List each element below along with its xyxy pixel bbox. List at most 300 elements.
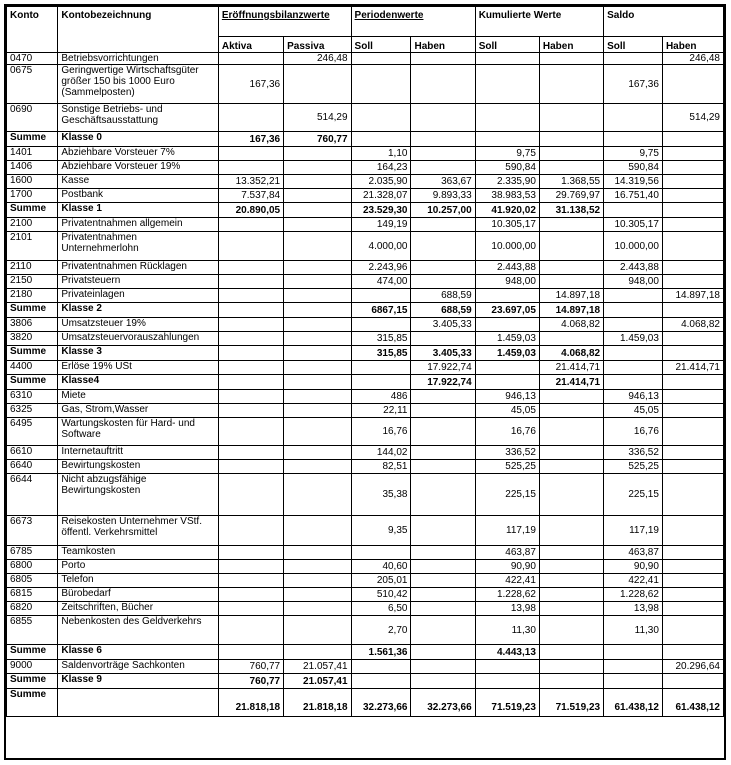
amount-cell [662, 261, 723, 275]
amount-cell [284, 275, 351, 289]
account-row [7, 602, 724, 616]
account-row [7, 588, 724, 602]
amount-cell [411, 275, 475, 289]
header-group-eroeffnung: Eröffnungsbilanzwerte [218, 7, 351, 37]
account-name: Klasse4 [58, 375, 219, 390]
account-name: Teamkosten [58, 546, 219, 560]
header-row-groups [7, 7, 724, 37]
amount-cell [539, 616, 603, 645]
amount-cell: 1.228,62 [604, 588, 663, 602]
amount-cell [411, 218, 475, 232]
account-name: Privatentnahmen Unternehmerlohn [58, 232, 219, 261]
amount-cell [662, 65, 723, 104]
amount-cell [411, 232, 475, 261]
amount-cell [284, 332, 351, 346]
account-number: 2150 [7, 275, 58, 289]
amount-cell [284, 404, 351, 418]
amount-cell: 4.443,13 [475, 645, 539, 660]
amount-cell: 21.057,41 [284, 674, 351, 689]
account-row [7, 332, 724, 346]
amount-cell: 117,19 [475, 516, 539, 546]
amount-cell [662, 616, 723, 645]
total-value: 71.519,23 [475, 689, 539, 717]
amount-cell [218, 616, 283, 645]
amount-cell [218, 588, 283, 602]
amount-cell [539, 65, 603, 104]
amount-cell [539, 516, 603, 546]
total-row [7, 689, 724, 717]
amount-cell [411, 602, 475, 616]
amount-cell [662, 460, 723, 474]
amount-cell: 167,36 [218, 65, 283, 104]
amount-cell: 10.257,00 [411, 203, 475, 218]
amount-cell: 4.068,82 [662, 318, 723, 332]
amount-cell [539, 418, 603, 446]
account-number: 4400 [7, 361, 58, 375]
amount-cell [218, 232, 283, 261]
amount-cell: 688,59 [411, 289, 475, 303]
account-number: 6610 [7, 446, 58, 460]
amount-cell [284, 446, 351, 460]
amount-cell: 946,13 [604, 390, 663, 404]
account-name: Betriebsvorrichtungen [58, 53, 219, 65]
amount-cell: 22,11 [351, 404, 411, 418]
amount-cell: 246,48 [284, 53, 351, 65]
amount-cell: 946,13 [475, 390, 539, 404]
amount-cell [284, 516, 351, 546]
amount-cell [662, 275, 723, 289]
amount-cell [662, 390, 723, 404]
amount-cell [604, 132, 663, 147]
amount-cell: 149,19 [351, 218, 411, 232]
account-row [7, 418, 724, 446]
amount-cell: 41.920,02 [475, 203, 539, 218]
account-number: 6820 [7, 602, 58, 616]
account-number: 1406 [7, 161, 58, 175]
amount-cell: 422,41 [604, 574, 663, 588]
amount-cell [218, 574, 283, 588]
amount-cell [218, 446, 283, 460]
amount-cell: 1.368,55 [539, 175, 603, 189]
account-number: 6325 [7, 404, 58, 418]
amount-cell: 7.537,84 [218, 189, 283, 203]
amount-cell [284, 588, 351, 602]
amount-cell [218, 161, 283, 175]
amount-cell: 4.000,00 [351, 232, 411, 261]
amount-cell: 10.305,17 [475, 218, 539, 232]
amount-cell: 2.243,96 [351, 261, 411, 275]
amount-cell [662, 132, 723, 147]
amount-cell: 2.335,90 [475, 175, 539, 189]
amount-cell: 10.000,00 [475, 232, 539, 261]
header-sub-passiva: Passiva [284, 37, 351, 53]
amount-cell: 6,50 [351, 602, 411, 616]
amount-cell: 463,87 [475, 546, 539, 560]
amount-cell [662, 546, 723, 560]
amount-cell [662, 588, 723, 602]
amount-cell: 21.057,41 [284, 660, 351, 674]
account-number: Summe [7, 132, 58, 147]
account-number: 6644 [7, 474, 58, 516]
account-number: 6673 [7, 516, 58, 546]
amount-cell: 463,87 [604, 546, 663, 560]
summary-row [7, 645, 724, 660]
amount-cell: 9.893,33 [411, 189, 475, 203]
amount-cell [411, 674, 475, 689]
amount-cell [604, 303, 663, 318]
amount-cell [662, 645, 723, 660]
amount-cell: 16,76 [475, 418, 539, 446]
amount-cell: 14.897,18 [539, 289, 603, 303]
amount-cell [218, 602, 283, 616]
amount-cell [218, 390, 283, 404]
account-name: Umsatzsteuer 19% [58, 318, 219, 332]
amount-cell [539, 660, 603, 674]
account-name: Internetauftritt [58, 446, 219, 460]
account-row [7, 460, 724, 474]
amount-cell: 17.922,74 [411, 361, 475, 375]
account-name: Telefon [58, 574, 219, 588]
amount-cell [218, 560, 283, 574]
amount-cell: 525,25 [604, 460, 663, 474]
amount-cell [351, 132, 411, 147]
total-value: 61.438,12 [604, 689, 663, 717]
amount-cell: 2.443,88 [475, 261, 539, 275]
amount-cell: 688,59 [411, 303, 475, 318]
account-row [7, 361, 724, 375]
amount-cell: 21.328,07 [351, 189, 411, 203]
account-row [7, 175, 724, 189]
amount-cell [284, 175, 351, 189]
amount-cell [604, 318, 663, 332]
account-row [7, 289, 724, 303]
amount-cell [284, 161, 351, 175]
amount-cell [411, 132, 475, 147]
amount-cell: 16,76 [604, 418, 663, 446]
account-name: Klasse 1 [58, 203, 219, 218]
amount-cell [539, 460, 603, 474]
header-sub-haben: Haben [411, 37, 475, 53]
amount-cell [218, 418, 283, 446]
amount-cell [475, 65, 539, 104]
amount-cell: 90,90 [475, 560, 539, 574]
amount-cell: 164,23 [351, 161, 411, 175]
amount-cell [539, 261, 603, 275]
account-name: Reisekosten Unternehmer VStf. öffentl. Verkehrsmittel [58, 516, 219, 546]
amount-cell: 2.443,88 [604, 261, 663, 275]
account-row [7, 161, 724, 175]
amount-cell: 514,29 [284, 104, 351, 132]
amount-cell [662, 404, 723, 418]
amount-cell: 246,48 [662, 53, 723, 65]
amount-cell: 6867,15 [351, 303, 411, 318]
amount-cell [411, 446, 475, 460]
amount-cell [218, 474, 283, 516]
account-name: Privateinlagen [58, 289, 219, 303]
amount-cell: 1.459,03 [475, 346, 539, 361]
account-row [7, 660, 724, 674]
total-value: 61.438,12 [662, 689, 723, 717]
amount-cell [662, 574, 723, 588]
amount-cell [284, 232, 351, 261]
account-name: Zeitschriften, Bücher [58, 602, 219, 616]
account-number: 0470 [7, 53, 58, 65]
total-value: 21.818,18 [284, 689, 351, 717]
account-number: 6785 [7, 546, 58, 560]
amount-cell [662, 189, 723, 203]
amount-cell [475, 104, 539, 132]
amount-cell [218, 546, 283, 560]
amount-cell: 1,10 [351, 147, 411, 161]
header-group-perioden: Periodenwerte [351, 7, 475, 37]
account-row [7, 232, 724, 261]
amount-cell [662, 346, 723, 361]
amount-cell [604, 674, 663, 689]
amount-cell: 3.405,33 [411, 318, 475, 332]
amount-cell [218, 53, 283, 65]
amount-cell [539, 560, 603, 574]
amount-cell [351, 546, 411, 560]
amount-cell [411, 560, 475, 574]
account-sheet [4, 4, 726, 760]
amount-cell [475, 289, 539, 303]
account-row [7, 104, 724, 132]
amount-cell [411, 588, 475, 602]
account-name: Miete [58, 390, 219, 404]
account-number: 6815 [7, 588, 58, 602]
amount-cell: 514,29 [662, 104, 723, 132]
account-row [7, 546, 724, 560]
amount-cell: 14.897,18 [662, 289, 723, 303]
amount-cell: 10.000,00 [604, 232, 663, 261]
amount-cell: 315,85 [351, 346, 411, 361]
amount-cell [604, 203, 663, 218]
account-name: Nicht abzugsfähige Bewirtungskosten [58, 474, 219, 516]
account-name: Postbank [58, 189, 219, 203]
account-row [7, 404, 724, 418]
amount-cell [411, 404, 475, 418]
amount-cell [539, 588, 603, 602]
account-row [7, 275, 724, 289]
amount-cell: 38.983,53 [475, 189, 539, 203]
amount-cell [662, 516, 723, 546]
amount-cell [218, 289, 283, 303]
amount-cell: 20.296,64 [662, 660, 723, 674]
amount-cell [284, 418, 351, 446]
amount-cell: 760,77 [218, 674, 283, 689]
amount-cell [475, 53, 539, 65]
amount-cell [351, 674, 411, 689]
amount-cell [539, 390, 603, 404]
account-row [7, 474, 724, 516]
amount-cell [218, 460, 283, 474]
amount-cell: 1.228,62 [475, 588, 539, 602]
account-name: Privatentnahmen allgemein [58, 218, 219, 232]
amount-cell: 590,84 [475, 161, 539, 175]
amount-cell: 4.068,82 [539, 318, 603, 332]
account-number: Summe [7, 645, 58, 660]
header-konto: Konto [7, 7, 58, 53]
header-sub-haben: Haben [539, 37, 603, 53]
amount-cell: 167,36 [218, 132, 283, 147]
amount-cell: 40,60 [351, 560, 411, 574]
amount-cell: 45,05 [475, 404, 539, 418]
summary-row [7, 674, 724, 689]
account-name: Bürobedarf [58, 588, 219, 602]
amount-cell [218, 516, 283, 546]
account-name: Sonstige Betriebs- und Geschäftsausstattung [58, 104, 219, 132]
amount-cell [218, 318, 283, 332]
account-name: Umsatzsteuervorauszahlungen [58, 332, 219, 346]
amount-cell: 11,30 [475, 616, 539, 645]
total-spacer [58, 689, 219, 717]
amount-cell: 760,77 [218, 660, 283, 674]
account-number: 6805 [7, 574, 58, 588]
amount-cell [284, 602, 351, 616]
amount-cell [284, 346, 351, 361]
amount-cell [218, 645, 283, 660]
table-body [7, 53, 724, 689]
amount-cell [351, 318, 411, 332]
amount-cell [604, 346, 663, 361]
amount-cell [284, 147, 351, 161]
amount-cell [284, 203, 351, 218]
account-number: 6310 [7, 390, 58, 404]
account-number: 6855 [7, 616, 58, 645]
account-row [7, 574, 724, 588]
total-value: 21.818,18 [218, 689, 283, 717]
amount-cell: 422,41 [475, 574, 539, 588]
account-number: Summe [7, 375, 58, 390]
amount-cell: 2.035,90 [351, 175, 411, 189]
amount-cell [662, 332, 723, 346]
amount-cell [662, 147, 723, 161]
amount-cell: 13.352,21 [218, 175, 283, 189]
amount-cell [284, 375, 351, 390]
amount-cell [539, 275, 603, 289]
amount-cell: 9,75 [475, 147, 539, 161]
amount-cell [218, 332, 283, 346]
amount-cell: 45,05 [604, 404, 663, 418]
amount-cell [284, 460, 351, 474]
amount-cell: 13,98 [604, 602, 663, 616]
amount-cell [284, 218, 351, 232]
amount-cell [284, 318, 351, 332]
amount-cell [411, 574, 475, 588]
amount-cell [539, 332, 603, 346]
account-name: Geringwertige Wirtschaftsgüter größer 150 bis 1000 Euro (Sammelposten) [58, 65, 219, 104]
account-number: 3806 [7, 318, 58, 332]
amount-cell [662, 560, 723, 574]
amount-cell [351, 104, 411, 132]
amount-cell [539, 218, 603, 232]
total-value: 32.273,66 [351, 689, 411, 717]
amount-cell: 9,35 [351, 516, 411, 546]
amount-cell: 20.890,05 [218, 203, 283, 218]
amount-cell [539, 53, 603, 65]
amount-cell [411, 261, 475, 275]
total-label: Summe [7, 689, 58, 717]
amount-cell [284, 560, 351, 574]
amount-cell: 1.459,03 [604, 332, 663, 346]
amount-cell [351, 53, 411, 65]
amount-cell: 948,00 [475, 275, 539, 289]
header-group-saldo: Saldo [604, 7, 724, 37]
amount-cell [604, 660, 663, 674]
account-name: Klasse 9 [58, 674, 219, 689]
account-name: Privatsteuern [58, 275, 219, 289]
amount-cell: 23.697,05 [475, 303, 539, 318]
amount-cell [218, 147, 283, 161]
amount-cell [351, 65, 411, 104]
account-name: Klasse 0 [58, 132, 219, 147]
account-name: Saldenvorträge Sachkonten [58, 660, 219, 674]
account-name: Abziehbare Vorsteuer 19% [58, 161, 219, 175]
amount-cell: 525,25 [475, 460, 539, 474]
amount-cell: 90,90 [604, 560, 663, 574]
summary-row [7, 132, 724, 147]
amount-cell [284, 261, 351, 275]
amount-cell [411, 660, 475, 674]
amount-cell: 205,01 [351, 574, 411, 588]
account-name: Nebenkosten des Geldverkehrs [58, 616, 219, 645]
account-number: 0675 [7, 65, 58, 104]
amount-cell [218, 275, 283, 289]
account-number: 2180 [7, 289, 58, 303]
amount-cell: 35,38 [351, 474, 411, 516]
summary-row [7, 203, 724, 218]
amount-cell: 948,00 [604, 275, 663, 289]
amount-cell [218, 303, 283, 318]
amount-cell [662, 674, 723, 689]
amount-cell: 17.922,74 [411, 375, 475, 390]
amount-cell [411, 418, 475, 446]
amount-cell: 1.459,03 [475, 332, 539, 346]
amount-cell: 590,84 [604, 161, 663, 175]
amount-cell: 225,15 [604, 474, 663, 516]
amount-cell [218, 404, 283, 418]
amount-cell [351, 361, 411, 375]
account-row [7, 189, 724, 203]
amount-cell: 117,19 [604, 516, 663, 546]
account-row [7, 516, 724, 546]
account-number: 6495 [7, 418, 58, 446]
amount-cell [284, 616, 351, 645]
amount-cell [662, 474, 723, 516]
amount-cell [284, 189, 351, 203]
amount-cell [539, 446, 603, 460]
amount-cell [662, 161, 723, 175]
amount-cell: 31.138,52 [539, 203, 603, 218]
amount-cell [411, 516, 475, 546]
header-sub-soll: Soll [475, 37, 539, 53]
amount-cell [351, 660, 411, 674]
account-row [7, 616, 724, 645]
amount-cell [539, 546, 603, 560]
amount-cell: 167,36 [604, 65, 663, 104]
account-number: Summe [7, 303, 58, 318]
amount-cell: 14.897,18 [539, 303, 603, 318]
amount-cell [284, 289, 351, 303]
amount-cell: 16.751,40 [604, 189, 663, 203]
amount-cell [411, 546, 475, 560]
amount-cell [475, 660, 539, 674]
amount-cell [662, 375, 723, 390]
account-name: Bewirtungskosten [58, 460, 219, 474]
amount-cell [539, 474, 603, 516]
amount-cell [539, 602, 603, 616]
amount-cell: 3.405,33 [411, 346, 475, 361]
